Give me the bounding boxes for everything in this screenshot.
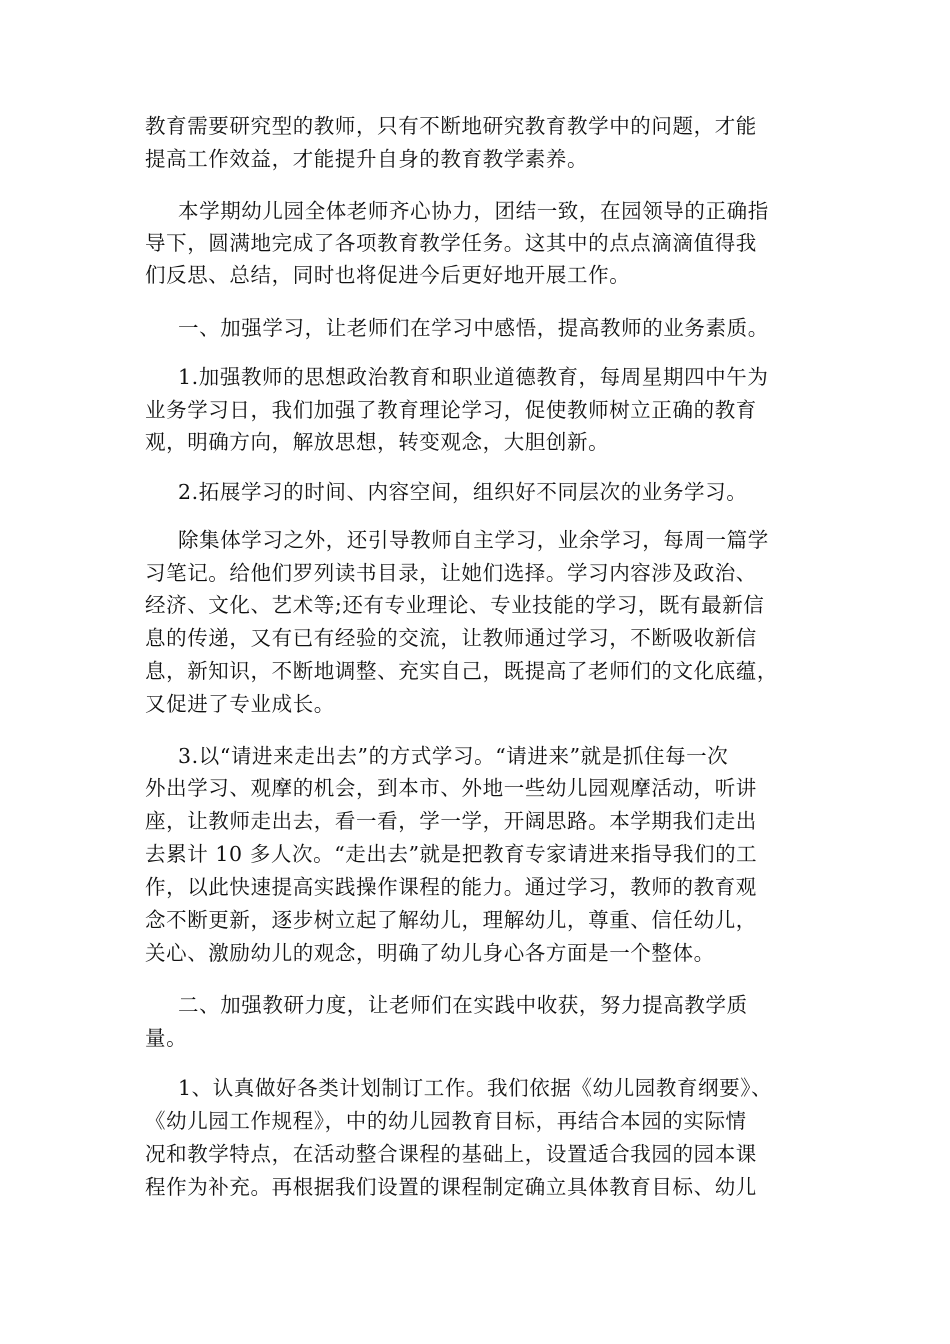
text-line: 程作为补充。再根据我们设置的课程制定确立具体教育目标、幼儿 [145,1175,757,1199]
section-heading: 一、加强学习，让老师们在学习中感悟，提高教师的业务素质。 [178,316,769,340]
text-line: 2.拓展学习的时间、内容空间，组织好不同层次的业务学习。 [178,480,748,504]
text-line: 息的传递，又有已有经验的交流，让教师通过学习，不断吸收新信 [145,626,757,650]
text-line: 息，新知识，不断地调整、充实自己，既提高了老师们的文化底蕴， [145,659,778,683]
text-line: 教育需要研究型的教师，只有不断地研究教育教学中的问题，才能 [145,114,757,138]
text-line: 习笔记。给他们罗列读书目录，让她们选择。学习内容涉及政治、 [145,561,757,585]
text-line: 1.加强教师的思想政治教育和职业道德教育，每周星期四中午为 [178,365,769,389]
text-line: 除集体学习之外，还引导教师自主学习，业余学习，每周一篇学 [178,528,769,552]
text-line: 本学期幼儿园全体老师齐心协力，团结一致，在园领导的正确指 [178,199,769,223]
text-line: 去累计 10 多人次。“走出去”就是把教育专家请进来指导我们的工 [145,842,758,866]
text-line: 《幼儿园工作规程》，中的幼儿园教育目标，再结合本园的实际情 [145,1109,747,1133]
text-line: 经济、文化、艺术等;还有专业理论、专业技能的学习，既有最新信 [145,593,765,617]
text-line: 们反思、总结，同时也将促进今后更好地开展工作。 [145,263,631,287]
text-line: 3.以“请进来走出去”的方式学习。“请进来”就是抓住每一次 [178,744,729,768]
text-line: 作，以此快速提高实践操作课程的能力。通过学习，教师的教育观 [145,875,757,899]
text-line: 又促进了专业成长。 [145,692,335,716]
text-line: 业务学习日，我们加强了教育理论学习，促使教师树立正确的教育 [145,398,757,422]
text-line: 导下，圆满地完成了各项教育教学任务。这其中的点点滴滴值得我 [145,231,757,255]
text-line: 况和教学特点，在活动整合课程的基础上，设置适合我园的园本课 [145,1142,757,1166]
text-line: 观，明确方向，解放思想，转变观念，大胆创新。 [145,430,610,454]
text-line: 提高工作效益，才能提升自身的教育教学素养。 [145,147,589,171]
text-line: 关心、激励幼儿的观念，明确了幼儿身心各方面是一个整体。 [145,941,715,965]
text-line: 外出学习、观摩的机会，到本市、外地一些幼儿园观摩活动，听讲 [145,776,757,800]
text-line: 座，让教师走出去，看一看，学一学，开阔思路。本学期我们走出 [145,809,757,833]
section-heading: 二、加强教研力度，让老师们在实践中收获，努力提高教学质 [178,993,748,1017]
text-line: 1、认真做好各类计划制订工作。我们依据《幼儿园教育纲要》、 [178,1076,773,1100]
text-line: 念不断更新，逐步树立起了解幼儿，理解幼儿，尊重、信任幼儿， [145,908,757,932]
section-heading-continuation: 量。 [145,1026,188,1050]
